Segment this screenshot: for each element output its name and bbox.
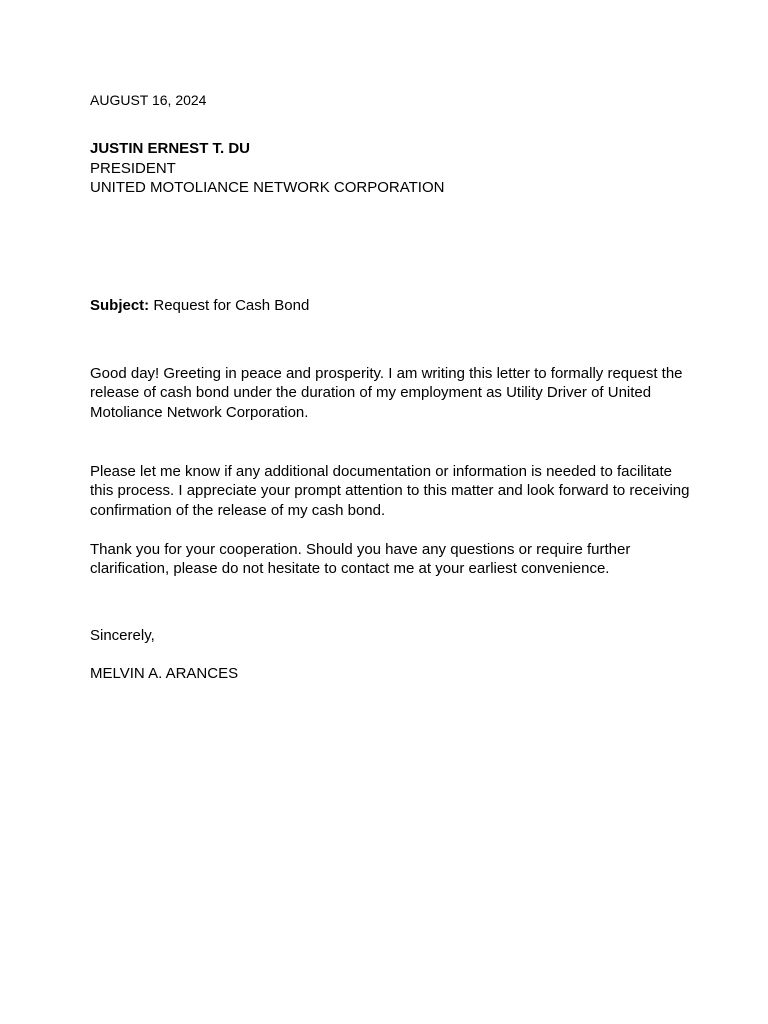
recipient-company: UNITED MOTOLIANCE NETWORK CORPORATION <box>90 179 445 197</box>
recipient-name: JUSTIN ERNEST T. DU <box>90 140 251 157</box>
recipient-title: PRESIDENT <box>90 159 176 177</box>
letter-date: AUGUST 16, 2024 <box>90 92 207 108</box>
closing: Sincerely, <box>90 627 155 644</box>
subject-text: Request for Cash Bond <box>153 297 310 314</box>
body-paragraph-1: Good day! Greeting in peace and prosperity. I am writing this letter to formally request the release of cash bond under the duration of my employment as Utility Driver of United Motoliance Network Corporation. <box>90 365 683 421</box>
signer-name: MELVIN A. ARANCES <box>90 665 239 682</box>
subject-line <box>90 296 309 315</box>
body-paragraph-2: Please let me know if any additional documentation or information is needed to facilitate this process. I appreciate your prompt attention to this matter and look forward to receiving confirmation of the release of my cash bond. <box>90 463 690 519</box>
body-paragraph-3: Thank you for your cooperation. Should you have any questions or require further clarification, please do not hesitate to contact me at your earliest convenience. <box>90 541 631 578</box>
subject-label: Subject: <box>90 297 150 314</box>
recipient-block <box>90 139 444 198</box>
